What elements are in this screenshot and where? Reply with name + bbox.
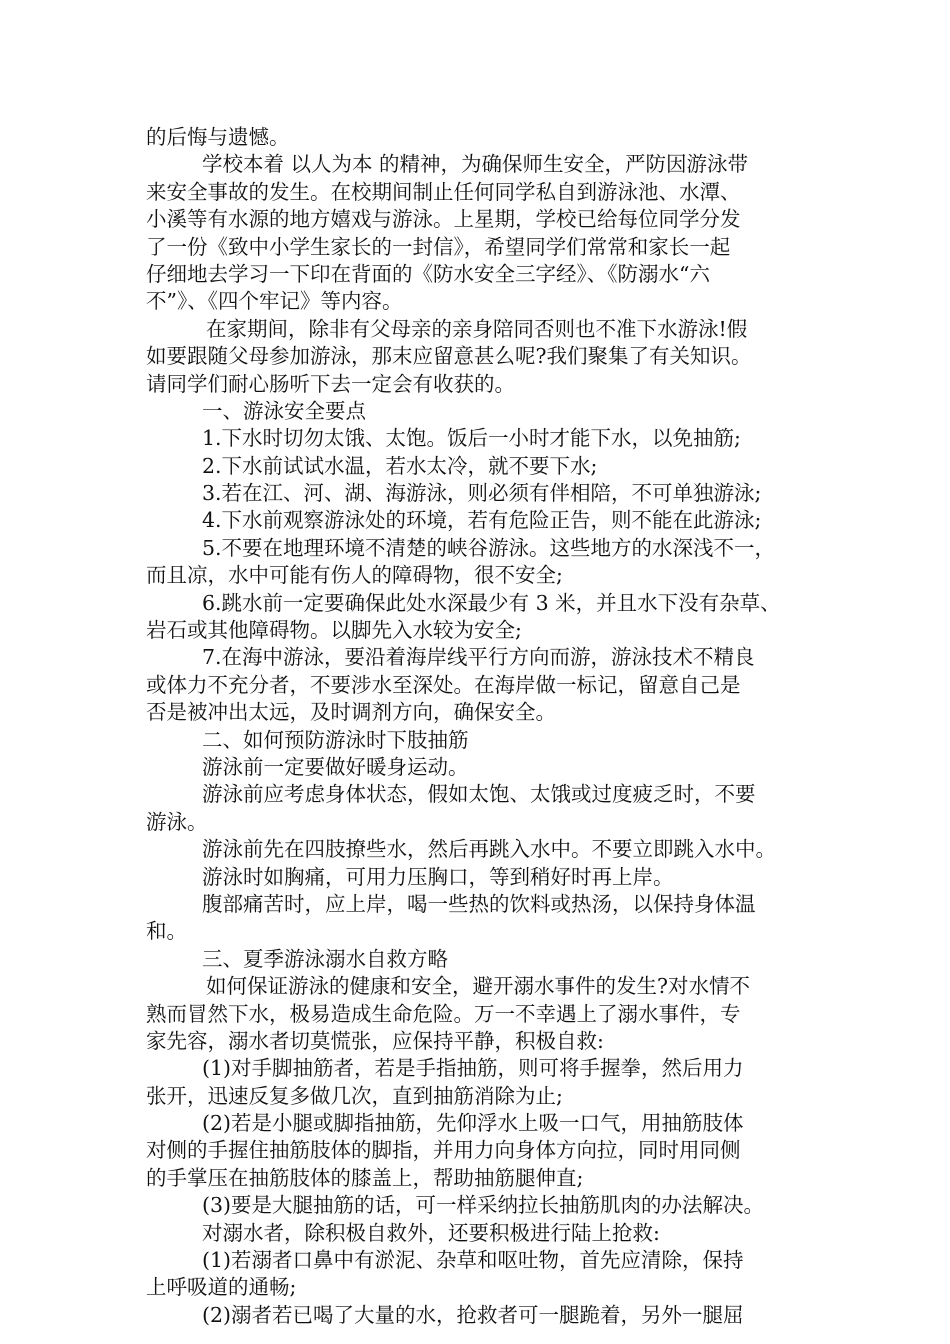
- text-line: 5.不要在地理环境不清楚的峡谷游泳。这些地方的水深浅不一，: [202, 535, 776, 560]
- text-line: 4.下水前观察游泳处的环境，若有危险正告，则不能在此游泳;: [202, 508, 762, 533]
- text-line: 腹部痛苦时，应上岸，喝一些热的饮料或热汤，以保持身体温: [202, 891, 756, 916]
- text-line: 对溺水者，除积极自救外，还要积极进行陆上抢救:: [202, 1220, 660, 1245]
- text-line: 的后悔与遗憾。: [146, 125, 290, 149]
- text-line: 否是被冲出太远，及时调剂方向，确保安全。: [146, 700, 556, 725]
- text-line: (2)溺者若已喝了大量的水，抢救者可一腿跪着，另外一腿屈: [202, 1302, 744, 1327]
- text-line: 游泳前应考虑身体状态，假如太饱、太饿或过度疲乏时，不要: [202, 782, 756, 807]
- text-line: (1)对手脚抽筋者，若是手指抽筋，则可将手握拳，然后用力: [202, 1056, 744, 1081]
- text-line: 张开，迅速反复多做几次，直到抽筋消除为止;: [146, 1083, 563, 1108]
- text-line: 3.若在江、河、湖、海游泳，则必须有伴相陪，不可单独游泳;: [202, 481, 762, 506]
- text-line: 了一份《致中小学生家长的一封信》，希望同学们常常和家长一起: [146, 234, 731, 259]
- text-line: 熟而冒然下水，极易造成生命危险。万一不幸遇上了溺水事件，专: [146, 1001, 741, 1026]
- text-line: 二、如何预防游泳时下肢抽筋: [202, 727, 469, 752]
- text-line: 2.下水前试试水温，若水太冷，就不要下水;: [202, 453, 598, 478]
- text-line: 对侧的手握住抽筋肢体的脚指，并用力向身体方向拉，同时用同侧: [146, 1138, 741, 1163]
- text-line: 游泳。: [146, 809, 208, 834]
- text-line: 或体力不充分者，不要涉水至深处。在海岸做一标记，留意自己是: [146, 672, 741, 697]
- text-line: 在家期间，除非有父母亲的亲身陪同否则也不准下水游泳!假: [206, 316, 748, 341]
- text-line: 7.在海中游泳，要沿着海岸线平行方向而游，游泳技术不精良: [202, 645, 755, 670]
- text-line: (3)要是大腿抽筋的话，可一样采纳拉长抽筋肌肉的办法解决。: [202, 1193, 765, 1218]
- text-line: 1.下水时切勿太饿、太饱。饭后一小时才能下水，以免抽筋;: [202, 426, 741, 451]
- text-line: 仔细地去学习一下印在背面的《防水安全三字经》、《防溺水“六: [146, 261, 710, 286]
- text-line: 请同学们耐心肠听下去一定会有收获的。: [146, 371, 515, 396]
- text-line: 小溪等有水源的地方嬉戏与游泳。上星期，学校已给每位同学分发: [146, 207, 741, 232]
- text-line: 不”》、《四个牢记》等内容。: [146, 289, 403, 314]
- document-body: [146, 124, 822, 1329]
- text-line: 学校本着 以人为本 的精神，为确保师生安全，严防因游泳带: [202, 152, 749, 177]
- text-line: 岩石或其他障碍物。以脚先入水较为安全;: [146, 618, 522, 643]
- text-line: 来安全事故的发生。在校期间制止任何同学私自到游泳池、水潭、: [146, 179, 741, 204]
- text-line: 6.跳水前一定要确保此处水深最少有 3 米，并且水下没有杂草、: [202, 590, 781, 615]
- text-line: 一、游泳安全要点: [202, 398, 366, 423]
- text-line: 游泳前一定要做好暖身运动。: [202, 754, 469, 779]
- text-line: 三、夏季游泳溺水自救方略: [202, 946, 448, 971]
- text-line: 如要跟随父母参加游泳，那末应留意甚么呢?我们聚集了有关知识。: [146, 344, 752, 369]
- text-line: (1)若溺者口鼻中有淤泥、杂草和呕吐物，首先应清除，保持: [202, 1248, 744, 1273]
- text-line: 家先容，溺水者切莫慌张，应保持平静，积极自救:: [146, 1028, 604, 1053]
- text-line: 游泳时如胸痛，可用力压胸口，等到稍好时再上岸。: [202, 864, 674, 889]
- text-line: 而且凉，水中可能有伤人的障碍物，很不安全;: [146, 563, 563, 588]
- text-line: 上呼吸道的通畅;: [146, 1275, 297, 1300]
- text-line: 游泳前先在四肢撩些水，然后再跳入水中。不要立即跳入水中。: [202, 837, 776, 862]
- text-line: 如何保证游泳的健康和安全，避开溺水事件的发生?对水情不: [206, 974, 750, 999]
- text-line: (2)若是小腿或脚指抽筋，先仰浮水上吸一口气，用抽筋肢体: [202, 1111, 744, 1136]
- text-line: 的手掌压在抽筋肢体的膝盖上，帮助抽筋腿伸直;: [146, 1165, 584, 1190]
- text-line: 和。: [146, 919, 187, 944]
